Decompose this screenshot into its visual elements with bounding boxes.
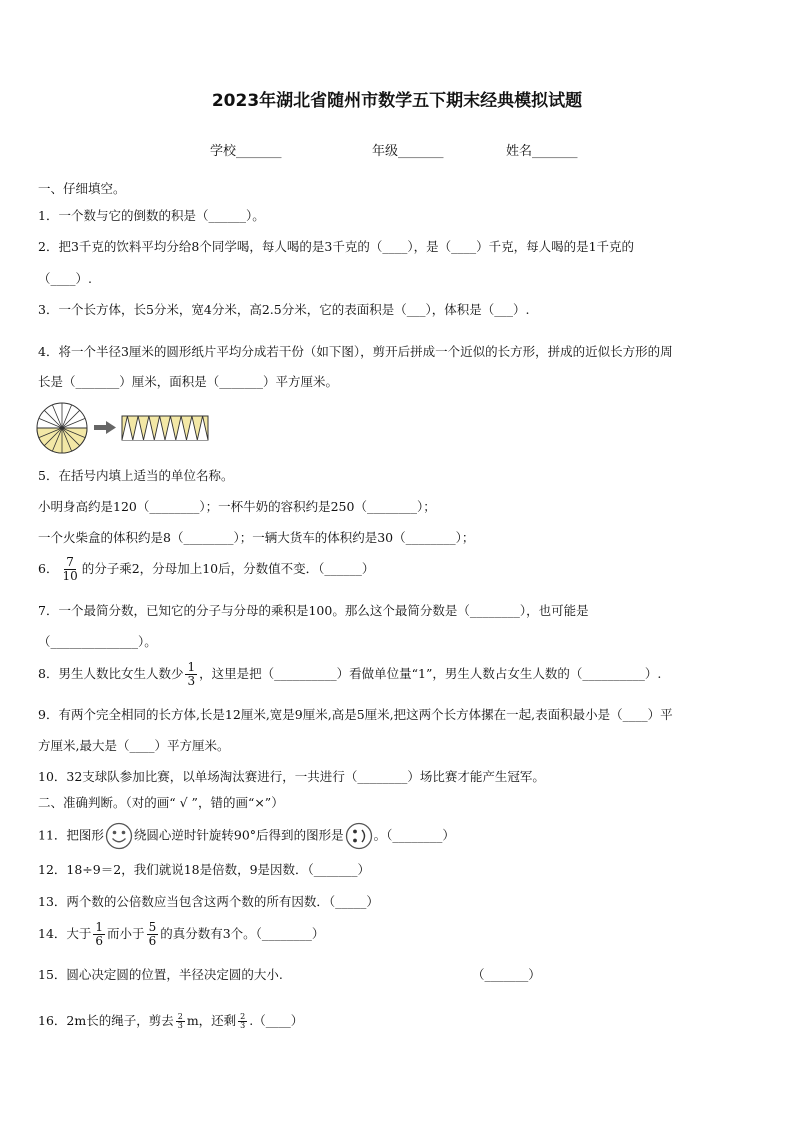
question-9-line-1: 9．有两个完全相同的长方体,长是12厘米,宽是9厘米,高是5厘米,把这两个长方体摞在一起,表面积最小是（____）平: [38, 707, 673, 722]
circle-sectors-figure: [37, 403, 87, 453]
fraction-2-3-b: [238, 1013, 247, 1030]
school-field: 学校_______: [210, 144, 282, 159]
fraction-numerator: 2: [240, 1012, 246, 1021]
question-5-line-b: 一个火柴盒的体积约是8（________）；一辆大货车的体积约是30（________）；: [38, 530, 475, 545]
question-9-line-2: 方厘米,最大是（____）平方厘米。: [38, 738, 230, 753]
question-15-blank: （_______）: [472, 967, 541, 982]
question-3: 3．一个长方体，长5分米，宽4分米，高2.5分米，它的表面积是（___），体积是（___）.: [38, 302, 530, 317]
fraction-numerator: 1: [187, 660, 196, 674]
question-16-suffix: .（____）: [249, 1013, 304, 1028]
question-1: 1．一个数与它的倒数的积是（______）。: [38, 208, 265, 223]
question-14-middle: 而小于: [107, 926, 145, 941]
question-8-prefix: 8．男生人数比女生人数少: [38, 666, 184, 681]
fraction-denominator: 3: [177, 1021, 183, 1030]
question-6-text: 的分子乘2，分母加上10后，分数值不变．（______）: [81, 561, 375, 576]
question-11-suffix: 。（________）: [373, 827, 455, 843]
fraction-denominator: 6: [148, 934, 157, 948]
grade-field: 年级_______: [372, 144, 444, 159]
question-4-line-2: 长是（_______）厘米，面积是（_______）平方厘米。: [38, 374, 339, 389]
question-8-text: ，这里是把（__________）看做单位量“1”，男生人数占女生人数的（__________）.: [199, 666, 662, 681]
fraction-1-6: [93, 921, 105, 948]
question-6: [38, 556, 374, 583]
question-4-figure: [36, 402, 216, 456]
fraction-2-3-a: [176, 1013, 185, 1030]
question-4-line-1: 4．将一个半径3厘米的圆形纸片平均分成若干份（如下图），剪开后拼成一个近似的长方形，拼成的近似长方形的周: [38, 344, 673, 359]
question-6-number: 6．: [38, 561, 59, 576]
question-2-line-1: 2．把3千克的饮料平均分给8个同学喝，每人喝的是3千克的（____），是（____）千克，每人喝的是1千克的: [38, 239, 635, 254]
fraction-5-6: [147, 921, 159, 948]
question-15: 15．圆心决定圆的位置，半径决定圆的大小.: [38, 967, 283, 982]
question-11: [38, 822, 455, 850]
question-14: [38, 921, 324, 948]
question-14-suffix: 的真分数有3个。（________）: [160, 926, 325, 941]
question-11-prefix: 11．把图形: [38, 827, 104, 843]
fraction-denominator: 3: [240, 1021, 246, 1030]
fraction-denominator: 6: [95, 934, 104, 948]
question-5: 5．在括号内填上适当的单位名称。: [38, 468, 234, 483]
section-heading-2: 二、准确判断。（对的画“ √ ”，错的画“×”）: [38, 795, 284, 810]
question-5-line-a: 小明身高约是120（________）；一杯牛奶的容积约是250（________）；: [38, 499, 436, 514]
question-14-prefix: 14．大于: [38, 926, 92, 941]
fraction-numerator: 1: [95, 920, 104, 934]
fraction-denominator: 3: [187, 674, 196, 688]
question-12: 12．18÷9＝2，我们就说18是倍数，9是因数．（_______）: [38, 862, 371, 877]
fraction-7-10: [60, 556, 79, 583]
fraction-numerator: 5: [148, 920, 157, 934]
smiley-face-icon: [104, 822, 134, 850]
question-7-line-2: （______________）。: [38, 634, 157, 649]
fraction-numerator: 2: [177, 1012, 183, 1021]
question-16-prefix: 16．2m长的绳子，剪去: [38, 1013, 174, 1028]
fraction-denominator: 10: [62, 569, 78, 583]
question-16-middle: m，还剩: [186, 1013, 237, 1028]
question-2-line-2: （____）.: [38, 271, 92, 286]
page-title: 2023年湖北省随州市数学五下期末经典模拟试题: [211, 91, 583, 111]
question-8: [38, 661, 661, 688]
rotated-face-icon: [344, 822, 374, 850]
question-10: 10．32支球队参加比赛，以单场淘汰赛进行，一共进行（________）场比赛才能产生冠军。: [38, 769, 545, 784]
question-16: [38, 1012, 303, 1030]
question-13: 13．两个数的公倍数应当包含这两个数的所有因数．（_____）: [38, 894, 379, 909]
fraction-1-3: [185, 661, 197, 688]
fraction-numerator: 7: [66, 555, 74, 569]
name-field: 姓名_______: [506, 144, 578, 159]
right-arrow-icon: [94, 421, 116, 434]
question-11-middle: 绕圆心逆时针旋转90°后得到的图形是: [133, 827, 344, 843]
rectangle-zigzag-figure: [122, 416, 208, 440]
section-heading-1: 一、仔细填空。: [38, 181, 126, 196]
question-7-line-1: 7．一个最简分数，已知它的分子与分母的乘积是100。那么这个最简分数是（________），也可能是: [38, 603, 589, 618]
